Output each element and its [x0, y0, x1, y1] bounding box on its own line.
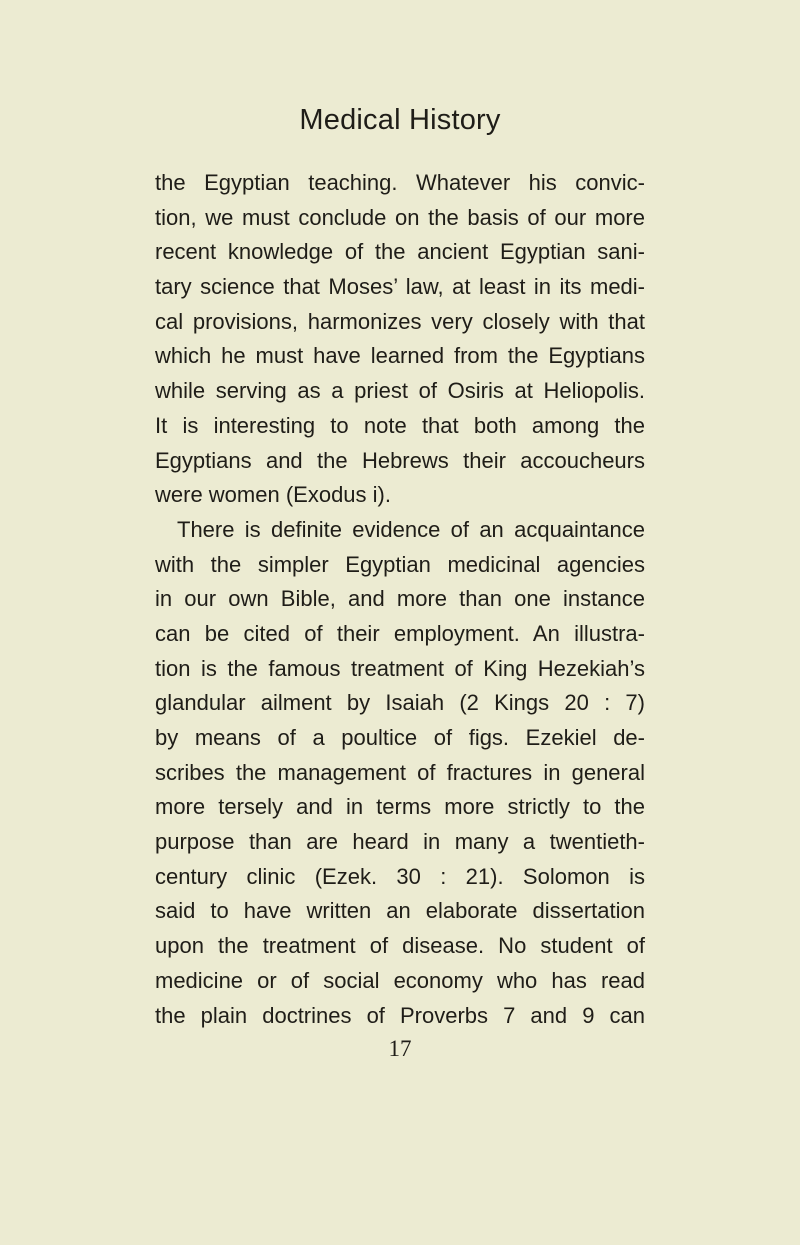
text-line: can be cited of their employment. An illustra-: [155, 620, 645, 646]
text-line: scribes the management of fractures in general: [155, 759, 645, 785]
text-line: Egyptians and the Hebrews their accoucheurs: [155, 447, 645, 473]
text-line: tary science that Moses’ law, at least in its medi-: [155, 274, 645, 300]
text-line: the plain doctrines of Proverbs 7 and 9 can: [155, 1002, 645, 1028]
text-line: by means of a poultice of figs. Ezekiel de-: [155, 725, 645, 750]
text-line: There is definite evidence of an acquaintance: [177, 516, 645, 542]
text-line: tion, we must conclude on the basis of our more: [155, 204, 645, 230]
text-line: purpose than are heard in many a twentieth-: [155, 829, 645, 855]
text-line: more tersely and in terms more strictly to the: [155, 794, 645, 820]
text-line: said to have written an elaborate dissertation: [155, 898, 645, 924]
text-line: upon the treatment of disease. No student of: [155, 933, 645, 959]
body-text: [155, 166, 645, 1033]
text-line: the Egyptian teaching. Whatever his convic-: [155, 170, 645, 195]
running-head: Medical History: [299, 104, 501, 136]
text-line: with the simpler Egyptian medicinal agencies: [155, 551, 645, 577]
text-line: tion is the famous treatment of King Hezekiah’s: [155, 655, 645, 681]
text-line: cal provisions, harmonizes very closely with that: [155, 308, 645, 334]
text-line: medicine or of social economy who has read: [155, 967, 645, 993]
text-line: while serving as a priest of Osiris at Heliopolis.: [155, 378, 645, 404]
text-line: which he must have learned from the Egyptians: [155, 343, 645, 369]
text-line: century clinic (Ezek. 30 : 21). Solomon is: [155, 863, 645, 889]
page-number: 17: [388, 1036, 412, 1061]
text-line: recent knowledge of the ancient Egyptian sani-: [155, 239, 645, 265]
text-line: glandular ailment by Isaiah (2 Kings 20 : 7): [155, 690, 645, 716]
text-line: were women (Exodus i).: [155, 482, 391, 508]
text-line: It is interesting to note that both among the: [155, 412, 645, 438]
text-line: in our own Bible, and more than one instance: [155, 586, 645, 612]
